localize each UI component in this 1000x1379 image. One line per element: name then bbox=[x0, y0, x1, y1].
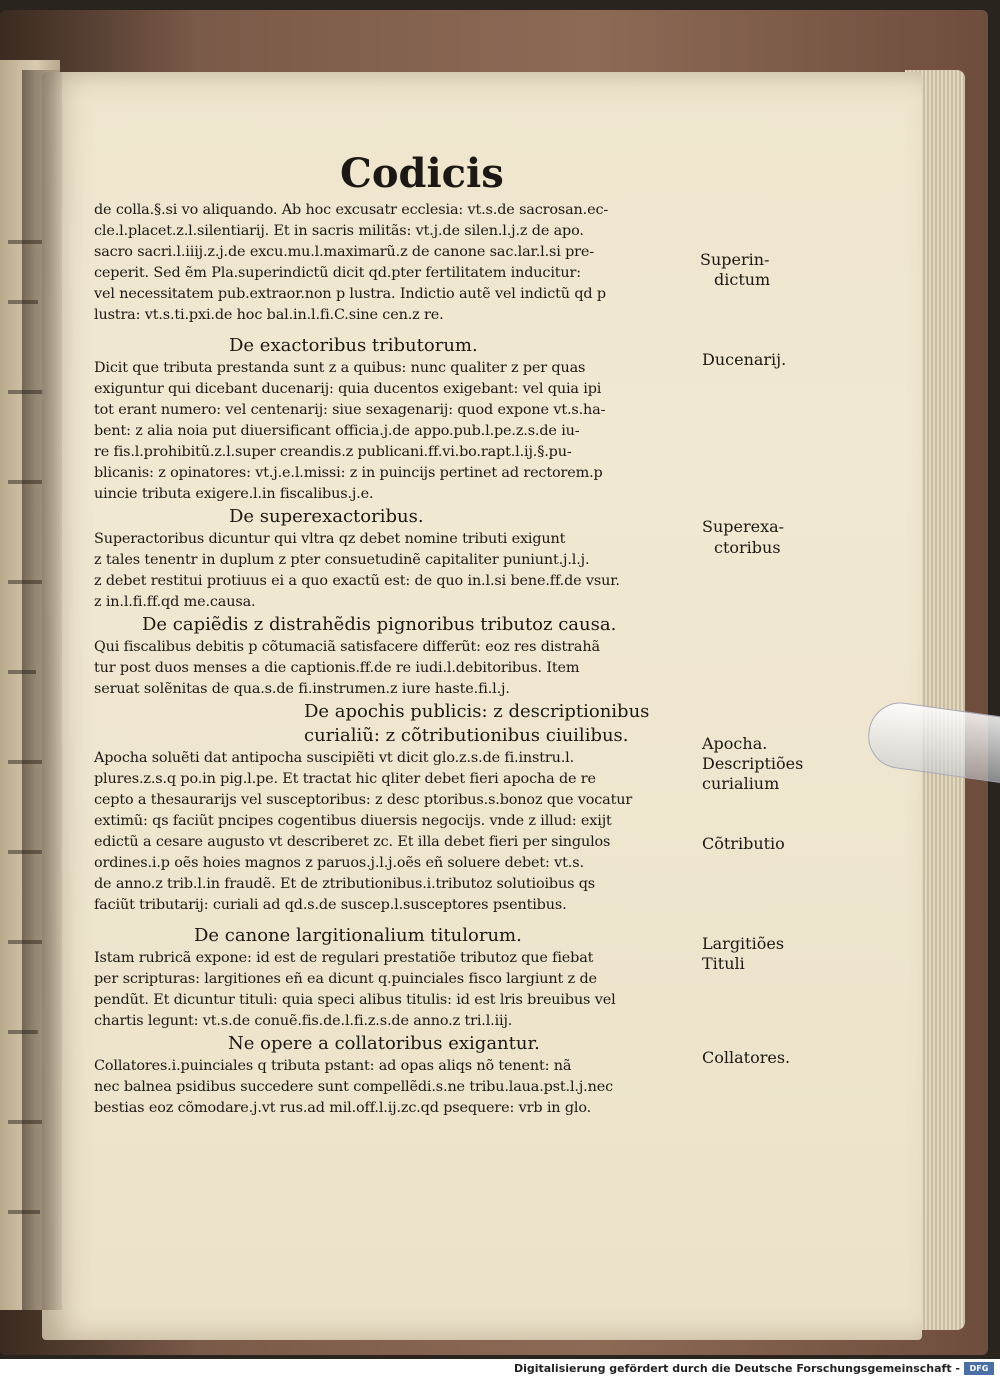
paragraph-superexactoribus bbox=[94, 529, 706, 613]
text-line: z debet restitui protiuus ei a quo exactũ est: de quo in.l.si bene.ff.de vsur. bbox=[94, 573, 620, 589]
text-line: re fis.l.prohibitũ.z.l.super creandis.z publicani.ff.vi.bo.rapt.l.ij.§.pu- bbox=[94, 444, 572, 460]
paragraph-exactoribus bbox=[94, 358, 706, 505]
marginal-note: Apocha. bbox=[702, 734, 768, 753]
paragraph-apochis bbox=[94, 748, 706, 916]
text-line: nec balnea psidibus succedere sunt compellẽdi.s.ne tribu.laua.pst.l.j.nec bbox=[94, 1079, 613, 1095]
text-line: Istam rubricã expone: id est de regulari prestatiõe tributoz que fiebat bbox=[94, 950, 594, 966]
text-line: lustra: vt.s.ti.pxi.de hoc bal.in.l.fi.C.sine cen.z re. bbox=[94, 307, 444, 323]
rubric-exactoribus: De exactoribus tributorum. bbox=[229, 335, 478, 356]
paragraph-opere bbox=[94, 1056, 706, 1119]
text-line: bent: z alia noia put diuersificant officia.j.de appo.pub.l.pe.z.s.de iu- bbox=[94, 423, 580, 439]
marginal-note: Largitiões bbox=[702, 934, 785, 953]
footer-credit: Digitalisierung gefördert durch die Deutsche Forschungsgemeinschaft - bbox=[513, 1362, 960, 1375]
text-line: ordines.i.p oẽs hoies magnos z paruos.j.l.j.oẽs eñ soluere debet: vt.s. bbox=[94, 855, 584, 871]
rubric-canone: De canone largitionalium titulorum. bbox=[194, 925, 522, 946]
text-line: Apocha soluẽti dat antipocha suscipiẽti vt dicit glo.z.s.de fi.instru.l. bbox=[94, 750, 575, 766]
rubric-apochis-cont: curialiũ: z cõtributionibus ciuilibus. bbox=[304, 725, 629, 746]
marginal-note: Collatores. bbox=[702, 1048, 791, 1067]
text-line: z in.l.fi.ff.qd me.causa. bbox=[94, 594, 256, 610]
text-line: tur post duos menses a die captionis.ff.de re iudi.l.debitoribus. Item bbox=[94, 660, 580, 676]
marginal-note: Superin- bbox=[700, 250, 770, 269]
body-text bbox=[94, 200, 706, 1119]
rubric-superexactoribus: De superexactoribus. bbox=[229, 506, 424, 527]
rubric-apochis: De apochis publicis: z descriptionibus bbox=[304, 701, 650, 722]
text-line: Dicit que tributa prestanda sunt z a quibus: nunc qualiter z per quas bbox=[94, 360, 586, 376]
text-line: cepto a thesaurarijs vel susceptoribus: z desc ptoribus.s.bonoz que vocatur bbox=[94, 792, 633, 808]
text-line: plures.z.s.q po.in pig.l.pe. Et tractat hic qliter debet fieri apocha de re bbox=[94, 771, 596, 787]
rubric-opere: Ne opere a collatoribus exigantur. bbox=[228, 1033, 540, 1054]
marginal-note: Descriptiões bbox=[702, 754, 804, 773]
rubric-capiendis: De capiẽdis z distrahẽdis pignoribus tributoz causa. bbox=[142, 614, 617, 635]
gutter-shadow bbox=[22, 70, 62, 1310]
marginal-note: Ducenarij. bbox=[702, 350, 787, 369]
paragraph-canone bbox=[94, 948, 706, 1032]
text-line: de colla.§.si vo aliquando. Ab hoc excusatr ecclesia: vt.s.de sacrosan.ec- bbox=[94, 202, 609, 218]
text-line: tot erant numero: vel centenarij: siue sexagenarij: quod expone vt.s.ha- bbox=[94, 402, 606, 418]
text-line: Collatores.i.puinciales q tributa pstant: ad opas aliqs nõ tenent: nã bbox=[94, 1058, 572, 1074]
dfg-logo: DFG bbox=[964, 1362, 994, 1375]
text-line: faciũt tributarij: curiali ad qd.s.de suscep.l.susceptores psentibus. bbox=[94, 897, 567, 913]
paragraph-colla bbox=[94, 200, 706, 326]
text-line: cle.l.placet.z.l.silentiarij. Et in sacris militãs: vt.j.de silen.l.j.z de apo. bbox=[94, 223, 584, 239]
marginal-note: Cõtributio bbox=[702, 834, 785, 853]
text-line: pendũt. Et dicuntur tituli: quia speci alibus titulis: id est lris breuibus vel bbox=[94, 992, 616, 1008]
text-line: per scripturas: largitiones eñ ea dicunt q.puinciales fisco largiunt z de bbox=[94, 971, 597, 987]
text-line: extimũ: qs faciũt pncipes cogentibus diuersis negocijs. vnde z illud: exijt bbox=[94, 813, 612, 829]
text-line: uincie tributa exigere.l.in fiscalibus.j.e. bbox=[94, 486, 374, 502]
footer-bar bbox=[0, 1359, 1000, 1379]
text-line: ceperit. Sed ẽm Pla.superindictũ dicit qd.pter fertilitatem inducitur: bbox=[94, 265, 581, 281]
text-line: exiguntur qui dicebant ducenarij: quia ducentos exigebant: vel quia ipi bbox=[94, 381, 602, 397]
text-line: vel necessitatem pub.extraor.non p lustra. Indictio autẽ vel indictũ qd p bbox=[94, 286, 606, 302]
paragraph-capiendis bbox=[94, 637, 706, 700]
marginal-note: dictum bbox=[714, 270, 771, 289]
text-line: de anno.z trib.l.in fraudẽ. Et de ztributionibus.i.tributoz solutioibus qs bbox=[94, 876, 596, 892]
text-line: chartis legunt: vt.s.de conuẽ.fis.de.l.fi.z.s.de anno.z tri.l.iij. bbox=[94, 1013, 513, 1029]
text-line: edictũ a cesare augusto vt describeret zc. Et illa debet fieri per singulos bbox=[94, 834, 611, 850]
marginal-note: curialium bbox=[702, 774, 780, 793]
text-line: Superactoribus dicuntur qui vltra qz debet nomine tributi exigunt bbox=[94, 531, 566, 547]
marginal-note: Tituli bbox=[702, 954, 745, 973]
text-line: blicanis: z opinatores: vt.j.e.l.missi: z in puincijs pertinet ad rectorem.p bbox=[94, 465, 603, 481]
text-line: sacro sacri.l.iiij.z.j.de excu.mu.l.maximarũ.z de canone sac.lar.l.si pre- bbox=[94, 244, 594, 260]
marginal-note: Superexa- bbox=[702, 517, 785, 536]
text-line: Qui fiscalibus debitis p cõtumaciã satisfacere differũt: eoz res distrahã bbox=[94, 639, 600, 655]
text-line: bestias eoz cõmodare.j.vt rus.ad mil.off.l.ij.zc.qd psequere: vrb in glo. bbox=[94, 1100, 592, 1116]
running-head: Codicis bbox=[340, 150, 504, 197]
text-line: z tales tenentr in duplum z pter consuetudinẽ capitaliter puniunt.j.l.j. bbox=[94, 552, 590, 568]
text-line: seruat solẽnitas de qua.s.de fi.instrumen.z iure haste.fi.l.j. bbox=[94, 681, 510, 697]
marginal-note: ctoribus bbox=[714, 538, 781, 557]
